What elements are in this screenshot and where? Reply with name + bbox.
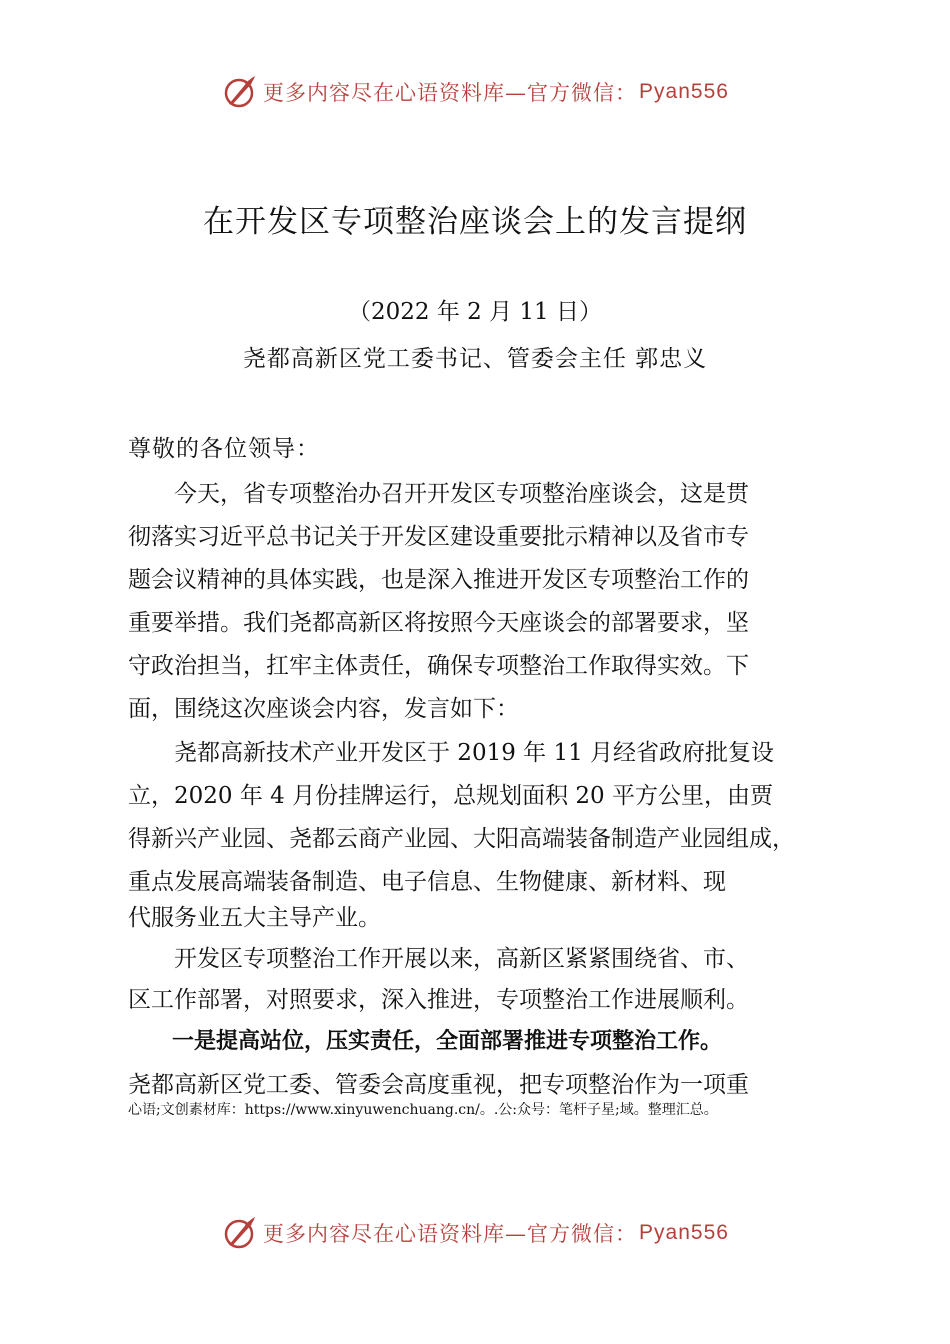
body-line: 题会议精神的具体实践，也是深入推进开发区专项整治工作的 (128, 567, 749, 593)
quill-pen-logo-icon (221, 74, 257, 110)
body-line: 面，围绕这次座谈会内容，发言如下： (128, 696, 519, 722)
banner-text: 更多内容尽在心语资料库—官方微信： (263, 1222, 638, 1246)
greeting: 尊敬的各位领导： (128, 436, 320, 462)
body-line: 今天，省专项整治办召开开发区专项整治座谈会，这是贯 (128, 481, 749, 507)
document-title: 在开发区专项整治座谈会上的发言提纲 (203, 204, 747, 240)
banner-wechat-id: Pyan556 (639, 1221, 729, 1244)
banner-text: 更多内容尽在心语资料库—官方微信： (263, 81, 638, 105)
document-author: 尧都高新区党工委书记、管委会主任 郭忠义 (242, 346, 708, 372)
body-line-bold-heading: 一是提高站位，压实责任，全面部署推进专项整治工作。 (128, 1029, 723, 1054)
footer-banner (0, 1213, 950, 1253)
body-line: 尧都高新区党工委、管委会高度重视，把专项整治作为一项重 (128, 1072, 749, 1098)
body-line: 重要举措。我们尧都高新区将按照今天座谈会的部署要求，坚 (128, 610, 749, 636)
body-line: 立，2020 年 4 月份挂牌运行，总规划面积 20 平方公里，由贾 (128, 783, 773, 809)
body-line: 区工作部署，对照要求，深入推进，专项整治工作进展顺利。 (128, 987, 749, 1013)
body-line: 开发区专项整治工作开展以来，高新区紧紧围绕省、市、 (128, 946, 749, 972)
body-line: 重点发展高端装备制造、电子信息、生物健康、新材料、现 (128, 869, 726, 895)
document-date: （2022 年 2 月 11 日） (348, 299, 602, 325)
body-line: 代服务业五大主导产业。 (128, 905, 381, 931)
header-banner (0, 72, 950, 112)
body-line: 彻落实习近平总书记关于开发区建设重要批示精神以及省市专 (128, 524, 749, 550)
body-line: 守政治担当，扛牢主体责任，确保专项整治工作取得实效。下 (128, 653, 749, 679)
quill-pen-logo-icon (221, 1215, 257, 1251)
body-line: 尧都高新技术产业开发区于 2019 年 11 月经省政府批复设 (128, 740, 775, 766)
source-note: 心语;文创素材库：https://www.xinyuwenchuang.cn/。.公:众号：笔杆子星;域。整理汇总。 (128, 1102, 718, 1118)
body-line: 得新兴产业园、尧都云商产业园、大阳高端装备制造产业园组成， (128, 826, 795, 852)
banner-wechat-id: Pyan556 (639, 80, 729, 103)
